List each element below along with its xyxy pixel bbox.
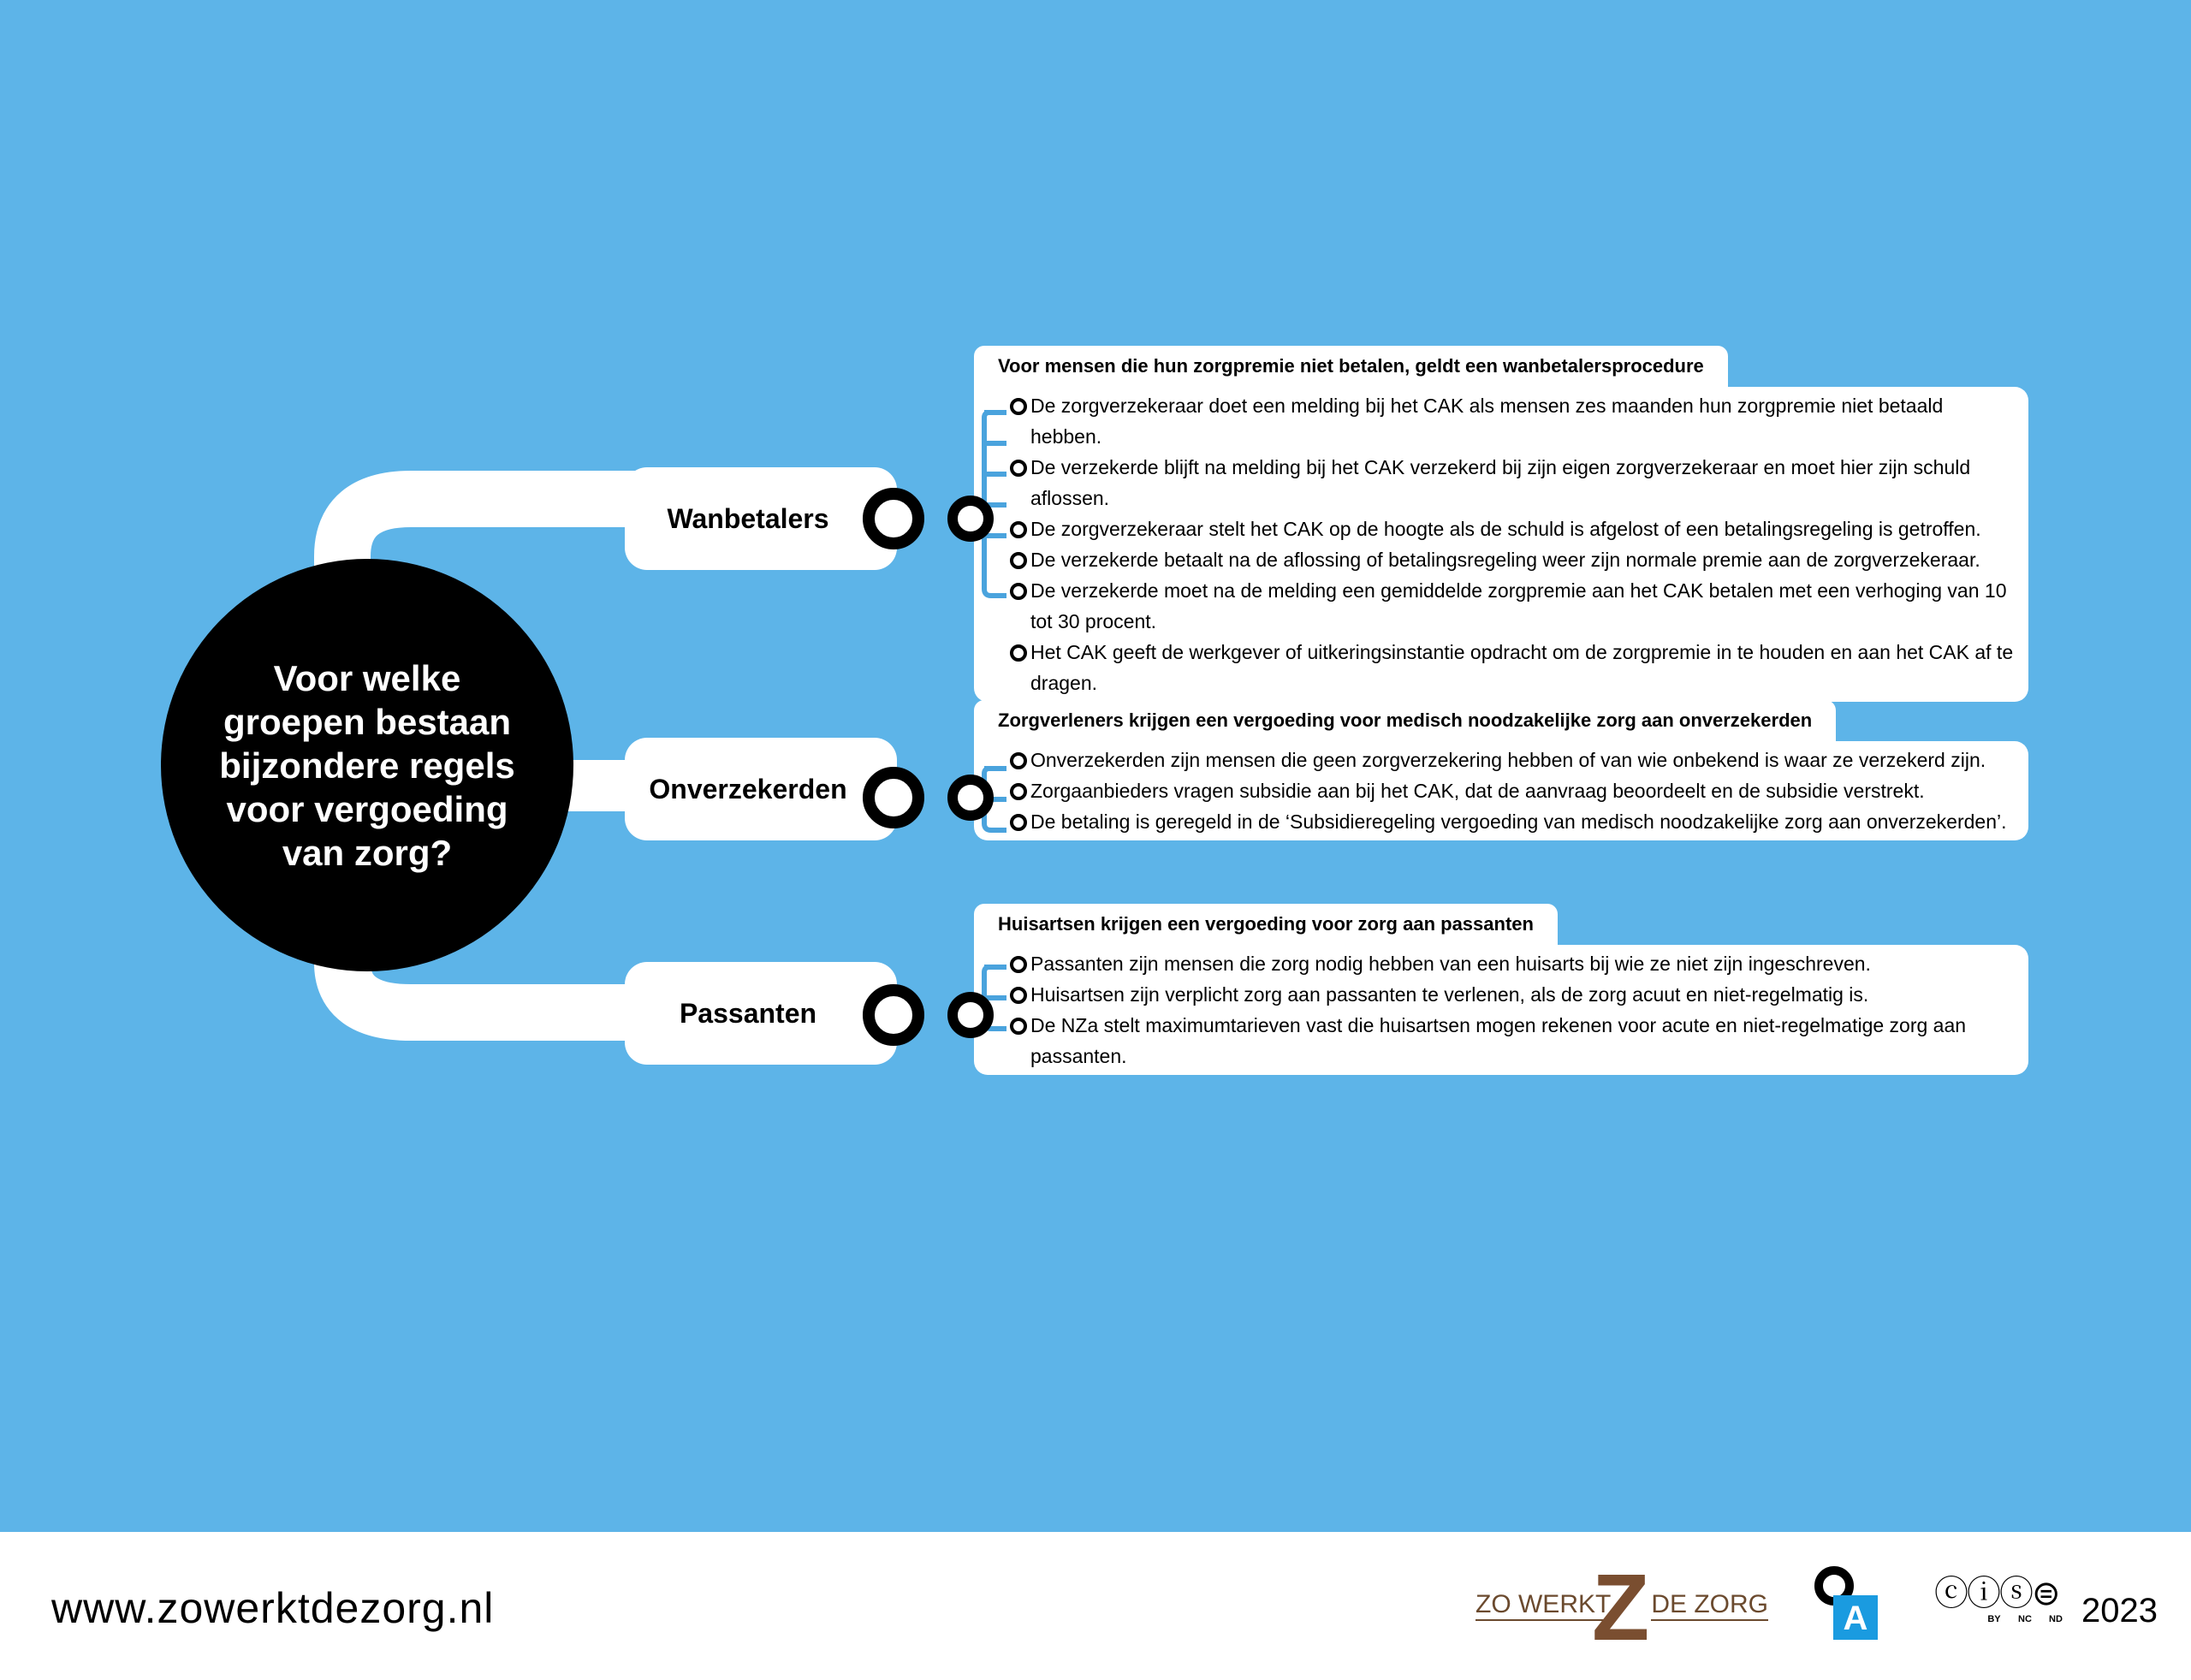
bullet-dot-icon xyxy=(1010,644,1027,662)
list-item: De NZa stelt maximumtarieven vast die huisartsen mogen rekenen voor acute en niet-regelmatige zorg aan passanten. xyxy=(1030,1010,2015,1072)
bullet-dot-icon xyxy=(1010,783,1027,800)
group-label-onverzekerden xyxy=(625,738,897,840)
footer xyxy=(0,1532,2191,1680)
list-item: De zorgverzekeraar stelt het CAK op de hoogte als de schuld is afgelost of een betalingsregeling is getroffen. xyxy=(1030,513,2015,544)
list-item: Onverzekerden zijn mensen die geen zorgverzekering hebben of van wie onbekend is waar ze verzekerd zijn. xyxy=(1030,745,2015,775)
group-label-text: Wanbetalers xyxy=(667,502,829,534)
bullet-dot-icon xyxy=(1010,987,1027,1004)
bullet-dot-icon xyxy=(1010,521,1027,538)
group-label-text: Onverzekerden xyxy=(649,773,847,804)
list-item: De zorgverzekeraar doet een melding bij het CAK als mensen zes maanden hun zorgpremie niet betaald hebben. xyxy=(1030,390,2015,452)
group-label-wanbetalers xyxy=(625,467,897,570)
cc-license-icon: ⓒⓘⓢ⊜ BY NC ND xyxy=(1934,1575,2063,1624)
bullet-dot-icon xyxy=(1010,552,1027,569)
website-url[interactable]: www.zowerktdezorg.nl xyxy=(51,1584,495,1632)
list-item: Passanten zijn mensen die zorg nodig hebben van een huisarts bij wie ze niet zijn ingeschreven. xyxy=(1030,948,2015,979)
list-item: De verzekerde moet na de melding een gemiddelde zorgpremie aan het CAK betalen met een verhoging van 10 tot 30 procent. xyxy=(1030,575,2015,637)
info-box-onverzekerden xyxy=(974,741,2028,840)
group-label-passanten xyxy=(625,962,897,1065)
list-item: Zorgaanbieders vragen subsidie aan bij het CAK, dat de aanvraag beoordeelt en de subsidie verstrekt. xyxy=(1030,775,2015,806)
copyright-year: 2023 xyxy=(2081,1592,2158,1630)
info-box-passanten xyxy=(974,945,2028,1075)
group-label-text: Passanten xyxy=(679,997,817,1029)
publisher-logo: A xyxy=(1814,1566,1883,1643)
list-item: De verzekerde blijft na melding bij het CAK verzekerd bij zijn eigen zorgverzekeraar en moet hier zijn schuld aflossen. xyxy=(1030,452,2015,513)
group-heading-wanbetalers: Voor mensen die hun zorgpremie niet betalen, geldt een wanbetalersprocedure xyxy=(974,346,1728,387)
info-box-wanbetalers xyxy=(974,387,2028,702)
list-item: Het CAK geeft de werkgever of uitkeringsinstantie opdracht om de zorgpremie in te houden en aan het CAK af te dragen. xyxy=(1030,637,2015,698)
group-heading-onverzekerden: Zorgverleners krijgen een vergoeding voor medisch noodzakelijke zorg aan onverzekerden xyxy=(974,700,1836,741)
central-question-text: Voor welke groepen bestaan bijzondere regels voor vergoeding van zorg? xyxy=(219,657,515,873)
bullet-dot-icon xyxy=(1010,752,1027,769)
bullet-dot-icon xyxy=(1010,956,1027,973)
list-item: De betaling is geregeld in de ‘Subsidieregeling vergoeding van medisch noodzakelijke zorg aan onverzekerden’. xyxy=(1030,806,2015,837)
bullet-dot-icon xyxy=(1010,460,1027,477)
bullet-dot-icon xyxy=(1010,1018,1027,1035)
zo-werkt-de-zorg-logo: ZO WERKT Z DE ZORG xyxy=(1476,1555,1768,1660)
bullet-dot-icon xyxy=(1010,398,1027,415)
list-item: Huisartsen zijn verplicht zorg aan passanten te verlenen, als de zorg acuut en niet-regelmatig is. xyxy=(1030,979,2015,1010)
bullet-dot-icon xyxy=(1010,814,1027,831)
list-item: De verzekerde betaalt na de aflossing of betalingsregeling weer zijn normale premie aan de zorgverzekeraar. xyxy=(1030,544,2015,575)
bullet-dot-icon xyxy=(1010,583,1027,600)
central-question xyxy=(161,559,573,971)
group-heading-passanten: Huisartsen krijgen een vergoeding voor zorg aan passanten xyxy=(974,904,1558,945)
